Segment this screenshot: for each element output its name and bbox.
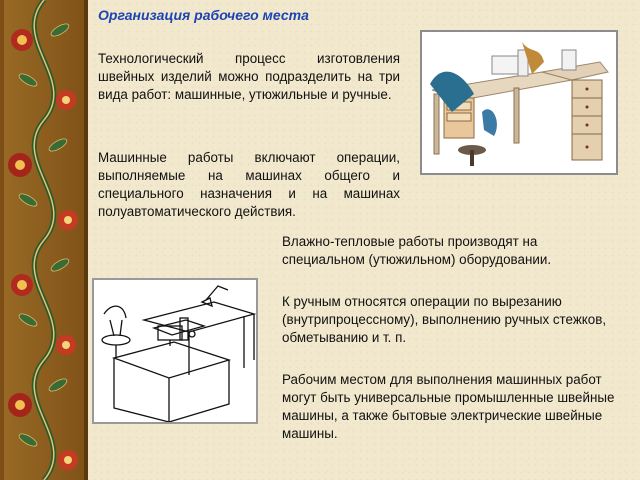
sewing-table-line-drawing xyxy=(92,278,258,424)
paragraph-workplace: Рабочим местом для выполнения машинных работ могут быть универсальные промышленные швейные машины, а также бытовые электрические швейные машины. xyxy=(282,372,615,441)
paragraph-machine-work: Машинные работы включают операции, выполняемые на машинах общего и специального назначения и на машинах полуавтоматического действия. xyxy=(98,150,400,219)
sewing-workstation-photo xyxy=(420,30,618,175)
paragraph-manual-work: К ручным относятся операции по вырезанию (внутрипроцессному), выполнению ручных стежков, обметыванию и т. п. xyxy=(282,294,607,345)
paragraph-work-types: Технологический процесс изготовления швейных изделий можно подразделить на три вида работ: машинные, утюжильные и ручные. xyxy=(98,51,400,102)
floral-ornament-border xyxy=(0,0,88,480)
slide-title: Организация рабочего места xyxy=(98,7,309,23)
paragraph-ironing-work: Влажно-тепловые работы производят на специальном (утюжильном) оборудовании. xyxy=(282,234,552,267)
